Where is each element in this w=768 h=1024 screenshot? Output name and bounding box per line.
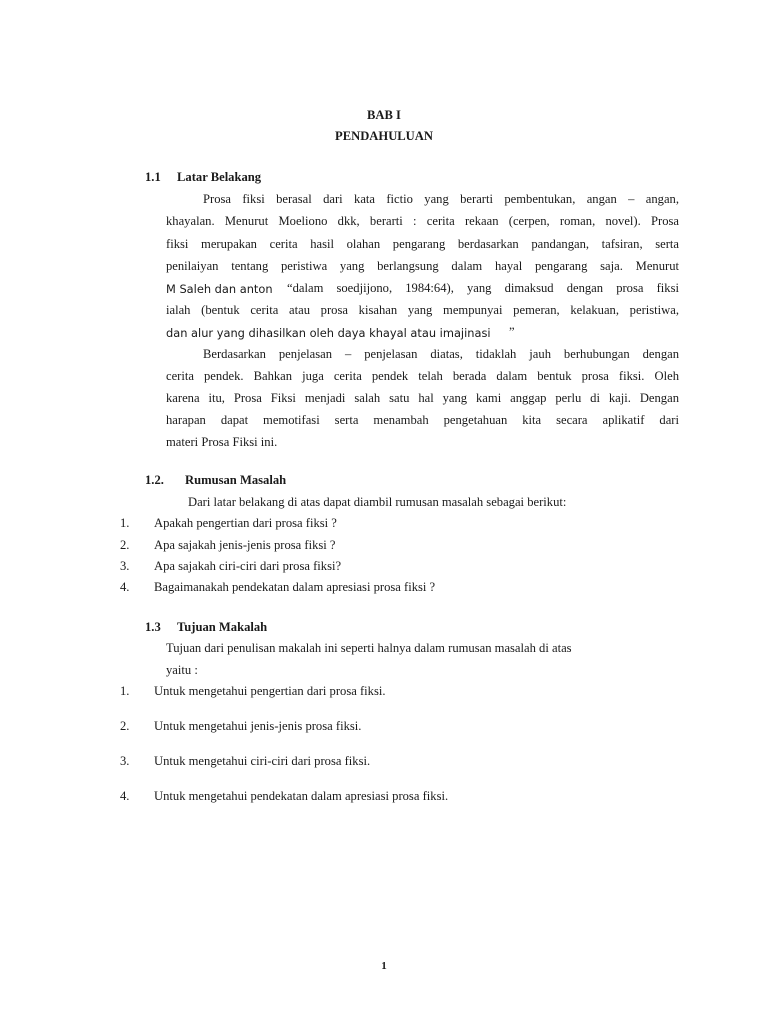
list-item: Apakah pengertian dari prosa fiksi ? <box>154 516 337 530</box>
paragraph-line: cerita pendek. Bahkan juga cerita pendek telah berada dalam bentuk prosa fiksi. Oleh <box>166 369 679 383</box>
list-number: 1. <box>120 684 130 698</box>
closing-quote: ” <box>509 325 515 339</box>
paragraph-line: Prosa fiksi berasal dari kata fictio yang berarti pembentukan, angan – angan, <box>203 192 679 206</box>
list-item: Untuk mengetahui pengertian dari prosa fiksi. <box>154 684 386 698</box>
list-number: 3. <box>120 754 130 768</box>
paragraph-line: Berdasarkan penjelasan – penjelasan diatas, tidaklah jauh berhubungan dengan <box>203 347 679 361</box>
section-number: 1.3 <box>145 620 161 634</box>
section-title: Tujuan Makalah <box>177 620 268 634</box>
list-item: Untuk mengetahui ciri-ciri dari prosa fiksi. <box>154 754 371 768</box>
section-intro: Tujuan dari penulisan makalah ini seperti halnya dalam rumusan masalah di atas <box>166 641 572 655</box>
paragraph-fragment: M Saleh dan anton <box>166 282 273 296</box>
paragraph-line: harapan dapat memotifasi serta menambah pengetahuan kita secara aplikatif dari <box>166 413 679 427</box>
list-item: Untuk mengetahui jenis-jenis prosa fiksi. <box>154 719 362 733</box>
paragraph-line: ialah (bentuk cerita atau prosa kisahan yang mempunyai pemeran, kelakuan, peristiwa, <box>166 303 679 317</box>
page-number: 1 <box>381 960 387 972</box>
list-number: 2. <box>120 538 130 552</box>
section-title: Latar Belakang <box>177 170 262 184</box>
list-item: Bagaimanakah pendekatan dalam apresiasi prosa fiksi ? <box>154 580 436 594</box>
list-number: 3. <box>120 559 130 573</box>
list-item: Untuk mengetahui pendekatan dalam apresiasi prosa fiksi. <box>154 789 449 803</box>
section-number: 1.1 <box>145 170 161 184</box>
list-item: Apa sajakah ciri-ciri dari prosa fiksi? <box>154 559 342 573</box>
list-number: 4. <box>120 789 130 803</box>
list-number: 1. <box>120 516 130 530</box>
paragraph-fragment: dan alur yang dihasilkan oleh daya khayal atau imajinasi <box>166 326 491 340</box>
list-number: 2. <box>120 719 130 733</box>
paragraph-line: khayalan. Menurut Moeliono dkk, berarti : cerita rekaan (cerpen, roman, novel). Prosa <box>166 214 679 228</box>
section-intro: Dari latar belakang di atas dapat diambil rumusan masalah sebagai berikut: <box>188 495 567 509</box>
chapter-title: PENDAHULUAN <box>335 129 433 143</box>
paragraph-line: penilaiyan tentang peristiwa yang berlangsung dalam hayal pengarang saja. Menurut <box>166 259 679 273</box>
section-intro: yaitu : <box>166 663 198 677</box>
chapter-number: BAB I <box>367 108 401 122</box>
section-title: Rumusan Masalah <box>185 473 287 487</box>
paragraph-line: fiksi merupakan cerita hasil olahan pengarang berdasarkan pandangan, tafsiran, serta <box>166 237 679 251</box>
paragraph-line: karena itu, Prosa Fiksi menjadi salah satu hal yang kami anggap perlu di kaji. Dengan <box>166 391 679 405</box>
paragraph-line: “dalam soedjijono, 1984:64), yang dimaksud dengan prosa fiksi <box>287 281 679 295</box>
paragraph-line: materi Prosa Fiksi ini. <box>166 435 278 449</box>
section-number: 1.2. <box>145 473 164 487</box>
list-item: Apa sajakah jenis-jenis prosa fiksi ? <box>154 538 336 552</box>
list-number: 4. <box>120 580 130 594</box>
